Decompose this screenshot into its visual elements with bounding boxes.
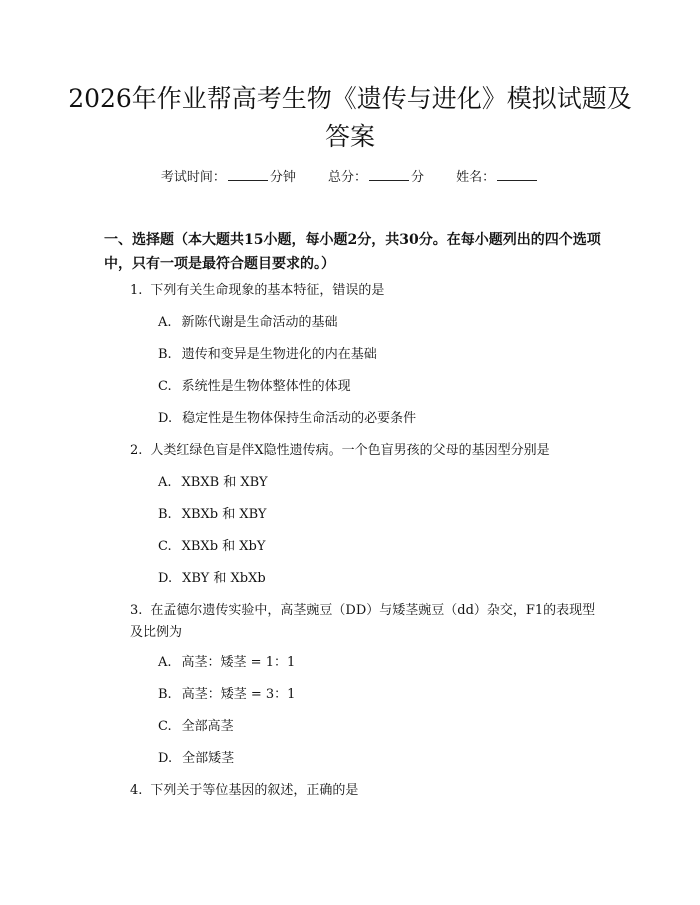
option-label: C. (158, 379, 172, 394)
option-label: A. (158, 475, 172, 490)
option-text: 遗传和变异是生物进化的内在基础 (181, 347, 377, 362)
question-4 (130, 780, 610, 802)
option-text: 系统性是生物体整体性的体现 (181, 379, 351, 394)
section-heading: 一、选择题（本大题共15小题，每小题2分，共30分。在每小题列出的四个选项中，只有一项是最符合题目要求的。） (104, 232, 601, 272)
option-text: XBY 和 XbXb (182, 571, 266, 586)
question-1-option-a[interactable] (158, 312, 598, 334)
student-name-blank[interactable] (497, 168, 537, 181)
option-text: 全部高茎 (181, 719, 234, 734)
question-3-option-c[interactable] (158, 716, 598, 738)
question-number: 3. (130, 603, 143, 618)
student-name (456, 170, 539, 185)
total-score (328, 170, 424, 185)
option-label: C. (158, 539, 172, 554)
document-title: 2026年作业帮高考生物《遗传与进化》模拟试题及答案 (68, 84, 632, 151)
question-1-option-d[interactable] (158, 408, 598, 430)
option-label: D. (158, 751, 173, 766)
option-text: XBXB 和 XBY (181, 475, 268, 490)
question-2 (130, 440, 630, 462)
question-number: 4. (130, 783, 143, 798)
option-label: A. (158, 655, 172, 670)
question-2-option-a[interactable] (158, 472, 598, 494)
option-label: B. (158, 507, 172, 522)
option-text: XBXb 和 XbY (181, 539, 266, 554)
question-1 (130, 280, 610, 302)
question-3-option-b[interactable] (158, 684, 598, 706)
question-text: 下列关于等位基因的叙述，正确的是 (150, 783, 359, 798)
question-text: 人类红绿色盲是伴X隐性遗传病。一个色盲男孩的父母的基因型分别是 (150, 443, 550, 458)
option-text: 新陈代谢是生命活动的基础 (181, 315, 338, 330)
exam-time (161, 170, 296, 185)
question-2-option-b[interactable] (158, 504, 598, 526)
total-score-blank[interactable] (369, 168, 409, 181)
exam-time-blank[interactable] (228, 168, 268, 181)
total-score-unit: 分 (411, 170, 425, 185)
question-1-option-c[interactable] (158, 376, 598, 398)
question-2-option-c[interactable] (158, 536, 598, 558)
option-label: B. (158, 347, 172, 362)
student-name-label: 姓名： (456, 170, 496, 185)
exam-info-line (0, 168, 700, 188)
option-text: 高茎：矮茎 = 1：1 (181, 655, 296, 670)
option-label: B. (158, 687, 172, 702)
exam-time-label: 考试时间： (160, 170, 226, 185)
option-label: A. (158, 315, 172, 330)
exam-time-unit: 分钟 (269, 170, 296, 185)
option-label: D. (158, 571, 173, 586)
option-text: 高茎：矮茎 = 3：1 (181, 687, 296, 702)
total-score-label: 总分： (327, 170, 367, 185)
option-label: D. (158, 411, 173, 426)
question-3-option-d[interactable] (158, 748, 598, 770)
question-3 (130, 600, 600, 644)
option-text: 稳定性是生物体保持生命活动的必要条件 (182, 411, 417, 426)
question-1-option-b[interactable] (158, 344, 598, 366)
question-text: 在孟德尔遗传实验中，高茎豌豆（DD）与矮茎豌豆（dd）杂交，F1的表现型及比例为 (130, 603, 596, 640)
question-number: 1. (130, 283, 143, 298)
option-label: C. (158, 719, 172, 734)
question-text: 下列有关生命现象的基本特征，错误的是 (150, 283, 385, 298)
question-3-option-a[interactable] (158, 652, 598, 674)
question-2-option-d[interactable] (158, 568, 598, 590)
option-text: 全部矮茎 (182, 751, 235, 766)
question-number: 2. (130, 443, 143, 458)
option-text: XBXb 和 XBY (181, 507, 267, 522)
